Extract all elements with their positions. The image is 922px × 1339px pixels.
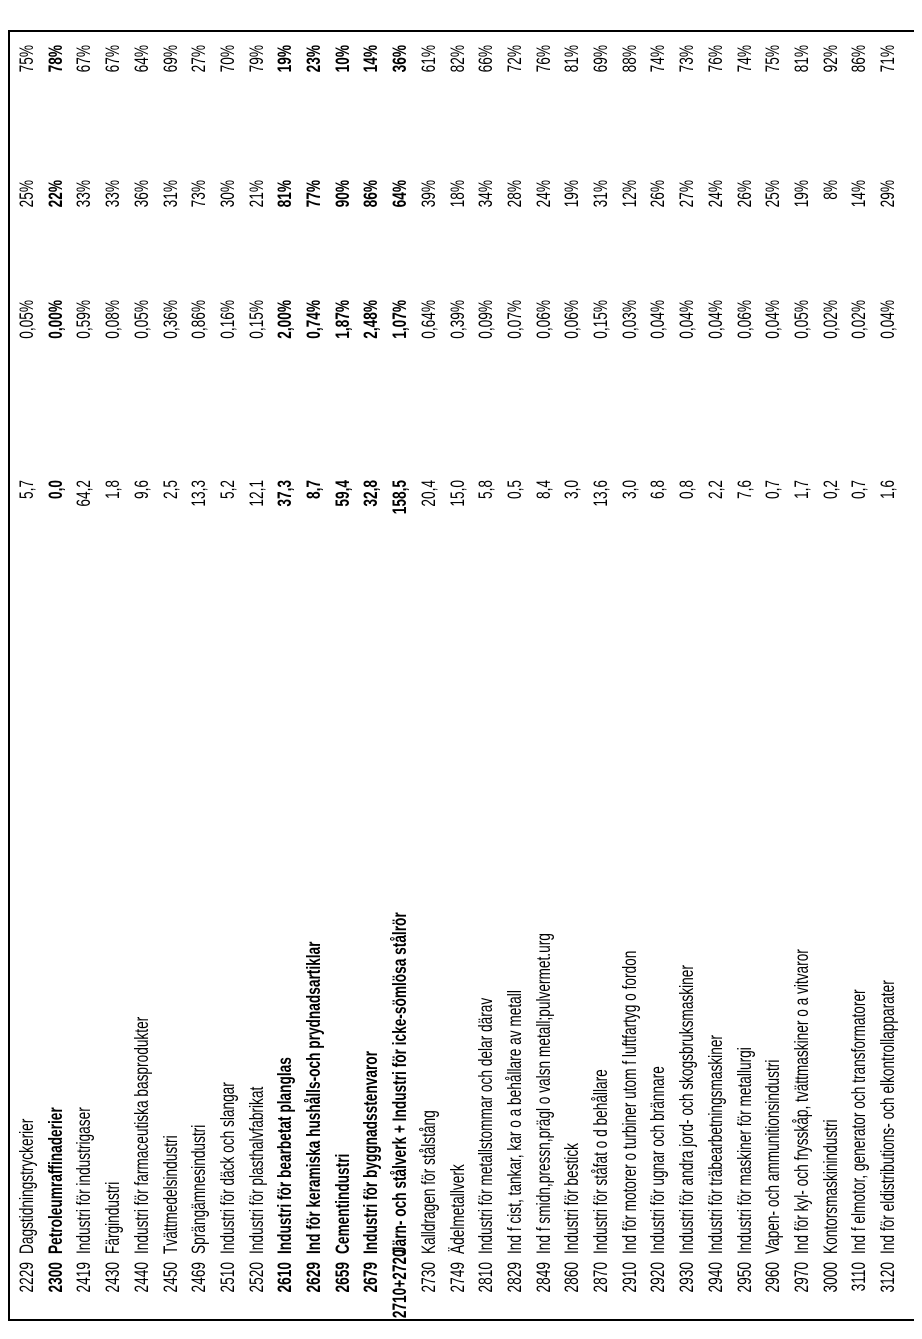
row-percent-b: 79%: [246, 45, 268, 73]
row-code: 2229: [17, 1262, 38, 1293]
row-industry-name: Sprängämnesindustri: [189, 1124, 211, 1254]
table-row: [674, 20, 702, 1320]
row-value: 1,7: [791, 480, 813, 500]
row-code: 3120: [878, 1262, 899, 1293]
row-percent-a: 86%: [361, 180, 383, 208]
table-row: [789, 20, 817, 1320]
row-value: 15,0: [447, 480, 469, 507]
row-percent-a: 90%: [332, 180, 354, 208]
rotated-table: [8, 20, 908, 1320]
row-percent-a: 34%: [476, 180, 498, 208]
table-row: [875, 20, 903, 1320]
row-code: 2450: [160, 1262, 182, 1293]
row-value: 5,2: [217, 480, 239, 500]
row-share: 0,02%: [820, 300, 842, 339]
row-value: 5,7: [17, 480, 38, 500]
table-row: [100, 20, 128, 1320]
row-share: 0,06%: [562, 300, 584, 339]
row-value: 1,8: [103, 480, 125, 500]
row-industry-name: Vapen- och ammunitionsindustri: [763, 1059, 785, 1254]
row-value: 3,0: [562, 480, 584, 500]
row-industry-name: Järn- och stålverk + Industri för icke-sömlösa stålrör: [390, 912, 412, 1254]
row-code: 2679: [361, 1262, 383, 1293]
row-percent-a: 24%: [705, 180, 727, 208]
table-row: [43, 20, 71, 1320]
row-share: 0,64%: [418, 300, 440, 339]
row-code: 2300: [45, 1262, 67, 1293]
row-industry-name: Industri för metallstommar och delar därav: [476, 997, 498, 1254]
row-percent-a: 14%: [849, 180, 871, 208]
row-percent-b: 69%: [591, 45, 612, 73]
row-percent-a: 26%: [648, 180, 670, 208]
row-industry-name: Industri för andra jord- och skogsbruksmaskiner: [677, 965, 699, 1254]
row-share: 0,05%: [131, 300, 153, 339]
table-row: [330, 20, 358, 1320]
row-percent-b: 86%: [849, 45, 871, 73]
row-share: 0,07%: [504, 300, 526, 339]
row-percent-a: 21%: [246, 180, 268, 208]
row-percent-a: 30%: [217, 180, 239, 208]
row-share: 0,39%: [447, 300, 469, 339]
row-value: 0,7: [849, 480, 871, 500]
row-share: 0,36%: [160, 300, 182, 339]
row-percent-b: 78%: [45, 45, 67, 73]
row-percent-b: 71%: [878, 45, 899, 73]
row-percent-b: 27%: [189, 45, 211, 73]
row-code: 3110: [849, 1262, 871, 1292]
row-share: 1,07%: [390, 300, 412, 339]
row-value: 0,8: [677, 480, 699, 500]
row-industry-name: Industri för ståfat o d behållare: [591, 1069, 612, 1254]
row-share: 0,03%: [619, 300, 641, 339]
row-percent-b: 73%: [677, 45, 699, 73]
row-industry-name: Ind f cist, tankar, kar o a behållare av metall: [504, 990, 526, 1254]
row-percent-a: 73%: [189, 180, 211, 208]
row-percent-b: 69%: [160, 45, 182, 73]
row-percent-b: 66%: [476, 45, 498, 73]
table-row: [272, 20, 300, 1320]
row-code: 3000: [820, 1262, 842, 1293]
row-percent-b: 74%: [734, 45, 756, 73]
table-row: [387, 20, 415, 1320]
row-code: 2849: [533, 1262, 555, 1293]
row-percent-b: 76%: [533, 45, 555, 73]
row-percent-b: 70%: [217, 45, 239, 73]
row-industry-name: Dagstidningstryckerier: [17, 1118, 38, 1254]
row-percent-b: 10%: [332, 45, 354, 73]
table-row: [818, 20, 846, 1320]
row-value: 0,7: [763, 480, 785, 500]
row-percent-b: 19%: [275, 45, 297, 73]
row-percent-a: 31%: [160, 180, 182, 208]
row-code: 2860: [562, 1262, 584, 1293]
row-code: 2710+2720: [390, 1249, 412, 1319]
row-value: 6,8: [648, 480, 670, 500]
row-industry-name: Industri för byggnadsstenvaror: [361, 1051, 383, 1254]
table-row: [588, 20, 616, 1320]
row-percent-b: 64%: [131, 45, 153, 73]
row-percent-a: 39%: [418, 180, 440, 208]
row-industry-name: Petroleumraffinaderier: [45, 1107, 67, 1254]
table-row: [703, 20, 731, 1320]
row-share: 0,86%: [189, 300, 211, 339]
table-row: [14, 20, 42, 1320]
row-share: 0,06%: [533, 300, 555, 339]
row-share: 0,04%: [878, 300, 899, 339]
row-share: 0,09%: [476, 300, 498, 339]
row-industry-name: Kalldragen för stålstång: [418, 1110, 440, 1254]
row-percent-b: 82%: [447, 45, 469, 73]
row-percent-a: 26%: [734, 180, 756, 208]
row-industry-name: Ind för motorer o turbiner utom f luftfartyg o fordon: [619, 950, 641, 1254]
row-percent-b: 92%: [820, 45, 842, 73]
row-percent-a: 19%: [791, 180, 813, 208]
row-industry-name: Industri för farmaceutiska basprodukter: [131, 1016, 153, 1254]
row-value: 8,7: [304, 480, 325, 500]
row-industry-name: Industri för bearbetat planglas: [275, 1057, 297, 1254]
row-percent-b: 81%: [562, 45, 584, 73]
row-code: 2960: [763, 1262, 785, 1293]
row-code: 2970: [791, 1262, 813, 1293]
row-percent-a: 81%: [275, 180, 297, 208]
table-row: [760, 20, 788, 1320]
table-row: [158, 20, 186, 1320]
row-industry-name: Kontorsmaskinindustri: [820, 1119, 842, 1254]
row-percent-a: 25%: [17, 180, 38, 208]
row-code: 2910: [619, 1262, 641, 1293]
row-code: 2629: [304, 1262, 325, 1293]
row-value: 158,5: [390, 480, 412, 515]
table-row: [473, 20, 501, 1320]
row-share: 1,87%: [332, 300, 354, 339]
row-industry-name: Ind f smidn,pressn,prägl o valsn metall;pulvermet.urg: [533, 933, 555, 1254]
row-industry-name: Industri för industrigaser: [74, 1107, 96, 1254]
row-value: 59,4: [332, 480, 354, 507]
row-code: 2829: [504, 1262, 526, 1293]
row-value: 37,3: [275, 480, 297, 507]
row-percent-b: 75%: [17, 45, 38, 73]
row-share: 0,08%: [103, 300, 125, 339]
table-row: [502, 20, 530, 1320]
row-industry-name: Industri för ugnar och brännare: [648, 1066, 670, 1254]
row-percent-b: 74%: [648, 45, 670, 73]
table-row: [559, 20, 587, 1320]
table-row: [645, 20, 673, 1320]
row-share: 0,74%: [304, 300, 325, 339]
row-percent-a: 28%: [504, 180, 526, 208]
row-code: 2749: [447, 1262, 469, 1293]
row-percent-a: 8%: [820, 180, 842, 200]
row-code: 2810: [476, 1262, 498, 1293]
row-value: 1,6: [878, 480, 899, 500]
row-share: 0,04%: [763, 300, 785, 339]
row-value: 13,6: [591, 480, 612, 507]
row-value: 64,2: [74, 480, 96, 507]
row-share: 2,00%: [275, 300, 297, 339]
row-percent-a: 31%: [591, 180, 612, 208]
row-percent-a: 27%: [677, 180, 699, 208]
row-industry-name: Ind för eldistributions- och elkontrollapparater: [878, 980, 899, 1254]
row-share: 0,04%: [705, 300, 727, 339]
row-industry-name: Ädelmetallverk: [447, 1164, 469, 1254]
row-code: 2870: [591, 1262, 612, 1293]
row-percent-b: 72%: [504, 45, 526, 73]
row-industry-name: Färgindustri: [103, 1181, 125, 1254]
row-value: 7,6: [734, 480, 756, 500]
row-industry-name: Cementindustri: [332, 1153, 354, 1254]
row-percent-a: 24%: [533, 180, 555, 208]
row-industry-name: Ind för keramiska hushålls-och prydnadsartiklar: [304, 941, 325, 1254]
row-percent-b: 81%: [791, 45, 813, 73]
row-code: 2920: [648, 1262, 670, 1293]
table-row: [186, 20, 214, 1320]
table-row: [129, 20, 157, 1320]
row-value: 0,2: [820, 480, 842, 500]
row-value: 13,3: [189, 480, 211, 507]
row-share: 0,16%: [217, 300, 239, 339]
row-share: 2,48%: [361, 300, 383, 339]
row-share: 0,04%: [648, 300, 670, 339]
row-code: 2659: [332, 1262, 354, 1293]
row-share: 0,06%: [734, 300, 756, 339]
row-value: 32,8: [361, 480, 383, 507]
table-row: [358, 20, 386, 1320]
row-percent-a: 33%: [74, 180, 96, 208]
row-code: 2430: [103, 1262, 125, 1293]
row-code: 2440: [131, 1262, 153, 1293]
row-percent-b: 14%: [361, 45, 383, 73]
row-value: 20,4: [418, 480, 440, 507]
row-code: 2510: [217, 1262, 239, 1293]
table-row: [215, 20, 243, 1320]
row-percent-a: 64%: [390, 180, 412, 208]
row-percent-a: 12%: [619, 180, 641, 208]
row-percent-a: 19%: [562, 180, 584, 208]
row-industry-name: Ind f elmotor, generator och transformatorer: [849, 989, 871, 1254]
table-row: [531, 20, 559, 1320]
row-industry-name: Ind för kyl- och frysskåp, tvättmaskiner o a vitvaror: [791, 949, 813, 1254]
row-share: 0,04%: [677, 300, 699, 339]
table-row: [846, 20, 874, 1320]
row-percent-b: 67%: [103, 45, 125, 73]
row-share: 0,59%: [74, 300, 96, 339]
row-share: 0,00%: [45, 300, 67, 339]
row-code: 2520: [246, 1262, 268, 1293]
row-percent-a: 33%: [103, 180, 125, 208]
table-row: [416, 20, 444, 1320]
row-value: 2,5: [160, 480, 182, 500]
row-percent-a: 18%: [447, 180, 469, 208]
row-value: 8,4: [533, 480, 555, 500]
row-industry-name: Industri för däck och slangar: [217, 1082, 239, 1254]
row-percent-a: 25%: [763, 180, 785, 208]
row-value: 2,2: [705, 480, 727, 500]
row-percent-a: 29%: [878, 180, 899, 208]
row-value: 9,6: [131, 480, 153, 500]
row-percent-b: 23%: [304, 45, 325, 73]
row-percent-a: 36%: [131, 180, 153, 208]
row-industry-name: Industri för maskiner för metallurgi: [734, 1047, 756, 1254]
row-code: 2419: [74, 1262, 96, 1293]
row-code: 2930: [677, 1262, 699, 1293]
row-percent-b: 75%: [763, 45, 785, 73]
row-industry-name: Tvättmedelsindustri: [160, 1135, 182, 1254]
row-code: 2940: [705, 1262, 727, 1293]
row-code: 2610: [275, 1262, 297, 1293]
row-value: 3,0: [619, 480, 641, 500]
row-value: 5,8: [476, 480, 498, 500]
row-percent-b: 88%: [619, 45, 641, 73]
table-row: [301, 20, 329, 1320]
row-value: 12,1: [246, 480, 268, 507]
table-row: [244, 20, 272, 1320]
row-share: 0,02%: [849, 300, 871, 339]
row-value: 0,0: [45, 480, 67, 500]
row-percent-b: 61%: [418, 45, 440, 73]
row-value: 0,5: [504, 480, 526, 500]
table-row: [617, 20, 645, 1320]
row-percent-b: 76%: [705, 45, 727, 73]
row-percent-b: 67%: [74, 45, 96, 73]
row-code: 2730: [418, 1262, 440, 1293]
row-percent-a: 77%: [304, 180, 325, 208]
row-share: 0,05%: [791, 300, 813, 339]
row-code: 2950: [734, 1262, 756, 1293]
row-share: 0,15%: [591, 300, 612, 339]
row-code: 2469: [189, 1262, 211, 1293]
row-industry-name: Industri för bestick: [562, 1142, 584, 1254]
row-industry-name: Industri för träbearbetningsmaskiner: [705, 1035, 727, 1254]
table-row: [732, 20, 760, 1320]
row-share: 0,15%: [246, 300, 268, 339]
row-share: 0,05%: [17, 300, 38, 339]
row-industry-name: Industri för plasthalvfabrikat: [246, 1086, 268, 1254]
table-row: [71, 20, 99, 1320]
row-percent-b: 36%: [390, 45, 412, 73]
table-row: [445, 20, 473, 1320]
row-percent-a: 22%: [45, 180, 67, 208]
